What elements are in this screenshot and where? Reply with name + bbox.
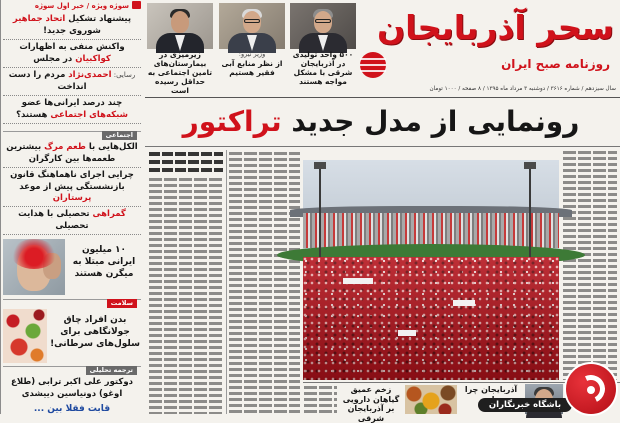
yjc-logo-icon	[566, 364, 616, 414]
section-label-text: اجتماعی	[102, 131, 137, 140]
section-label-translation	[3, 366, 141, 376]
floodlight-tower	[319, 164, 321, 256]
headline-highlight: گمراهی	[92, 209, 126, 219]
top-story	[218, 0, 286, 90]
top-story-caption: ۵۰۰ واحد تولیدی در آذربایجان شرقی با مشکل مواجه هستند	[292, 50, 354, 86]
fan-banner	[343, 278, 373, 284]
pain-glow	[11, 239, 57, 269]
portrait-photo	[290, 3, 356, 49]
headline-highlight: پرستاران	[52, 193, 92, 203]
glasses-shape	[315, 19, 331, 23]
section-label-health	[3, 299, 141, 309]
top-story-text: از نظر منابع آبی فقیر هستیم	[221, 59, 283, 77]
headline-kicker: رسایی:	[111, 71, 136, 79]
article-body-column	[563, 151, 617, 380]
sidebar-headline	[3, 98, 141, 124]
article-lead-text	[149, 152, 223, 174]
head-shape	[171, 11, 189, 33]
headline-text: چرایی اجرای ناهماهنگ قانون بازنشستگی پیش از موعد	[10, 170, 134, 192]
article-body-column	[304, 386, 337, 414]
divider	[145, 146, 620, 147]
herbs-spices-photo	[405, 385, 457, 414]
top-story-caption: زیرمیزی در بیمارستان‌های تامین اجتماعی به حداقل رسیده است	[147, 50, 213, 95]
headline-text: چند درصد ایرانی‌ها عضو	[21, 98, 123, 108]
article-body-column	[229, 152, 300, 414]
sidebar-headline	[3, 209, 141, 235]
top-story	[146, 0, 214, 95]
floodlight-lamp	[314, 162, 326, 169]
sidebar-bottom-headline: قابت فقلا بین ...	[33, 404, 111, 414]
sidebar-header-text: سوژه ویژه / خبر اول سوژه	[34, 2, 129, 10]
far-stands	[303, 213, 559, 248]
bottom-story-caption: آذربایجان چرا	[464, 385, 518, 394]
sidebar-headline: دوکتور علی اکبر ترابی (طلاع اوغو) دونیاسین دییشدی	[11, 377, 133, 399]
sidebar-headline	[3, 142, 141, 168]
cancer-cells-photo	[3, 309, 47, 363]
sidebar-headline	[3, 170, 141, 207]
sidebar-headline	[3, 14, 141, 40]
obesity-headline: بدن افراد چاق جولانگاهی برای سلول‌های سرطانی!	[50, 315, 140, 349]
sidebar-header	[3, 1, 141, 12]
section-label-text: سلامت	[107, 299, 137, 308]
portrait-photo	[147, 3, 213, 49]
watermark-banner: باشگاه خبرنگاران	[478, 398, 572, 412]
main-headline-text: رونمایی از مدل جدید	[281, 105, 580, 138]
portrait-photo	[219, 3, 285, 49]
top-story-caption	[219, 50, 285, 88]
glasses-shape	[244, 19, 260, 23]
top-story-kicker: وزیر نیرو:	[238, 50, 266, 58]
sidebar-headline	[3, 42, 141, 68]
newspaper-subtitle: روزنامه صبح ایران	[501, 57, 610, 71]
floodlight-tower	[529, 164, 531, 256]
floodlight-lamp	[524, 162, 536, 169]
article-body-column	[149, 178, 223, 414]
crowd-shading	[303, 257, 559, 380]
section-label-social	[3, 131, 141, 141]
headline-highlight: کواکبیان	[75, 53, 111, 64]
migraine-photo	[3, 239, 65, 295]
headline-text: تحصیلی با هدایت تحصیلی	[18, 209, 93, 231]
migraine-headline: ۱۰ میلیون ایرانی مبتلا به میگرن هستند	[72, 245, 136, 279]
headline-text: بیشترین طعمه‌ها بین کارگران	[6, 142, 116, 164]
stadium-photo	[303, 160, 559, 380]
divider	[145, 97, 620, 98]
headline-highlight: طعم مرگ	[44, 142, 86, 152]
fan-banner	[398, 330, 416, 336]
newspaper-icon	[132, 1, 141, 9]
sidebar-headline	[3, 70, 141, 96]
headline-text: پیشنهاد تشکیل	[65, 14, 132, 24]
headline-text: شوروی جدید!	[43, 25, 101, 36]
headline-text: الکل‌هایی با	[85, 142, 138, 152]
headline-text: در مجلس	[33, 53, 76, 64]
left-sidebar	[0, 0, 143, 414]
headline-highlight: شبکه‌های اجتماعی	[50, 109, 128, 120]
section-label-text: ترجمه تحلیلی	[86, 366, 137, 375]
headline-text: هستند؟	[16, 109, 51, 120]
headline-highlight: احمدی‌نژاد	[68, 70, 112, 80]
logo-dot	[587, 386, 595, 394]
main-headline-highlight: تراکتور	[182, 105, 282, 138]
headline-text: مردم را دست انداخت	[8, 70, 87, 92]
headline-text: واکنش منفی به اظهارات	[19, 42, 125, 52]
bottom-story-caption: زخم عمیق گیاهان دارویی بر آذربایجان شرقی	[342, 385, 400, 423]
globe-emblem-icon	[360, 52, 386, 78]
top-story	[289, 0, 357, 90]
column-rule	[226, 150, 227, 414]
newspaper-logo: سحر آذربایجان	[376, 8, 614, 47]
issue-info: سال سیزدهم / شماره ۳۶۱۶ / دوشنبه ۳ مرداد ماه ۱۳۹۵ / ۸ صفحه / ۱۰۰۰ تومان	[429, 86, 616, 92]
masthead	[356, 0, 620, 97]
main-headline	[145, 101, 617, 143]
headline-highlight: اتحاد جماهیر	[12, 14, 66, 24]
fan-banner	[453, 300, 475, 306]
